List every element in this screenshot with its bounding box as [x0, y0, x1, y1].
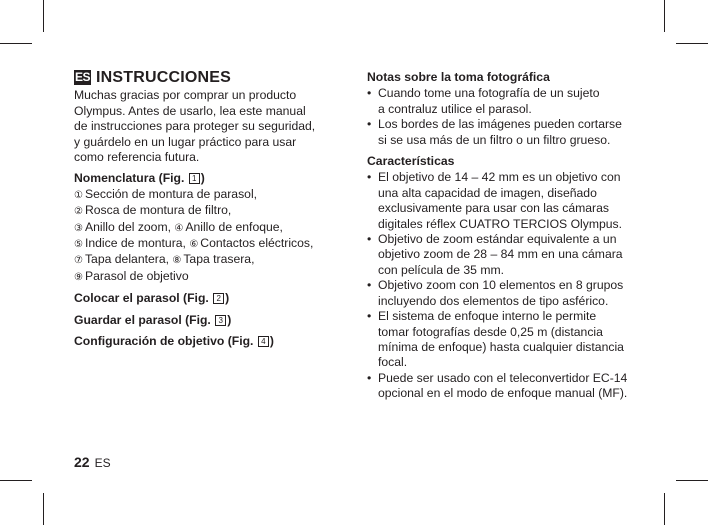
section-heading: Configuración de objetivo (Fig. 4 ): [74, 334, 274, 349]
intro-line: como referencia futura.: [74, 150, 200, 165]
crop-mark: [664, 0, 665, 32]
bullet-line: digitales réflex CUATRO TERCIOS Olympus.: [378, 216, 623, 231]
section-heading: Guardar el parasol (Fig. 3 ): [74, 312, 232, 327]
item-number: ⑥: [189, 239, 199, 251]
crop-mark: [676, 43, 708, 44]
crop-mark: [0, 43, 32, 44]
item-number: ⑧: [172, 255, 182, 267]
left-sections: [74, 291, 344, 349]
notes-heading: Notas sobre la toma fotográfica: [367, 70, 550, 84]
right-column: [367, 70, 647, 402]
intro-line: y guárdelo en un lugar práctico para usar: [74, 134, 297, 149]
nomenclature-item: [74, 203, 344, 219]
figure-number-box: 2: [213, 293, 224, 304]
figure-number-box: 1: [189, 173, 200, 184]
intro-line: de instrucciones para proteger su seguridad,: [74, 119, 316, 134]
page-language: ES: [94, 456, 111, 470]
bullet-line: exclusivamente para usar con las cámaras: [378, 201, 609, 216]
section-heading: Colocar el parasol (Fig. 2 ): [74, 291, 230, 306]
bullet-line: • El sistema de enfoque interno le permite: [378, 309, 597, 324]
features-item: [367, 278, 647, 309]
bullet-line: una alta capacidad de imagen, diseñado: [378, 185, 597, 200]
item-label: Anillo de enfoque,: [185, 219, 283, 234]
nomenclature-item: [74, 236, 344, 252]
features-list: [367, 170, 647, 401]
item-label: Parasol de objetivo: [84, 268, 189, 283]
bullet-line: si se usa más de un filtro o un filtro grueso.: [378, 132, 611, 147]
item-label: Tapa trasera,: [183, 252, 255, 267]
bullet-line: • Los bordes de las imágenes pueden cortarse: [378, 117, 622, 132]
notes-list: [367, 86, 647, 148]
nomenclature-item: [74, 269, 344, 285]
item-label: Contactos eléctricos,: [200, 236, 314, 251]
item-number: ⑨: [74, 271, 83, 283]
page-footer: [74, 454, 111, 470]
crop-mark: [0, 480, 32, 481]
item-number: ③: [74, 222, 83, 234]
nomenclature-list: [74, 187, 344, 285]
crop-mark: [43, 0, 44, 32]
bullet-line: tomar fotografías desde 0,25 m (distancia: [378, 324, 603, 339]
bullet-line: opcional en el modo de enfoque manual (MF).: [378, 386, 628, 401]
page-number: 22: [74, 454, 90, 470]
crop-mark: [676, 480, 708, 481]
features-item: [367, 232, 647, 278]
item-number: ⑦: [74, 255, 83, 267]
item-number: ②: [74, 206, 83, 218]
bullet-line: • Puede ser usado con el teleconvertidor EC-14: [378, 370, 628, 385]
bullet-line: • Objetivo de zoom estándar equivalente a un: [378, 232, 617, 247]
item-number: ⑤: [74, 239, 83, 251]
item-label: Indice de montura,: [84, 236, 190, 251]
bullet-line: a contraluz utilice el parasol.: [378, 101, 532, 116]
bullet-line: • Cuando tome una fotografía de un sujeto: [378, 86, 600, 101]
left-column: [74, 70, 344, 350]
intro-line: Olympus. Antes de usarlo, lea este manual: [74, 103, 306, 118]
bullet-line: objetivo zoom de 28 – 84 mm en una cámara: [378, 247, 623, 262]
page-title: INSTRUCCIONES: [96, 69, 232, 86]
intro-text: [74, 88, 344, 165]
nomenclature-heading: Nomenclatura (Fig. 1 ): [74, 171, 205, 186]
crop-mark: [43, 493, 44, 525]
bullet-line: • El objetivo de 14 – 42 mm es un objetivo con: [378, 170, 621, 185]
nomenclature-item: [74, 220, 344, 236]
item-label: Anillo del zoom,: [84, 219, 175, 234]
features-item: [367, 170, 647, 232]
item-label: Sección de montura de parasol,: [84, 186, 258, 201]
bullet-line: focal.: [378, 355, 408, 370]
item-label: Tapa delantera,: [84, 252, 173, 267]
notes-item: [367, 86, 647, 117]
intro-line: Muchas gracias por comprar un producto: [74, 88, 297, 103]
notes-item: [367, 117, 647, 148]
item-number: ①: [74, 189, 83, 201]
figure-number-box: 3: [215, 315, 226, 326]
language-badge: ES: [74, 70, 90, 84]
bullet-line: con película de 35 mm.: [378, 262, 505, 277]
features-item: [367, 309, 647, 371]
nomenclature-item: [74, 187, 344, 203]
features-item: [367, 371, 647, 402]
bullet-line: • Objetivo zoom con 10 elementos en 8 grupos: [378, 278, 624, 293]
crop-mark: [664, 493, 665, 525]
item-label: Rosca de montura de filtro,: [84, 203, 232, 218]
bullet-line: incluyendo dos elementos de tipo asférico.: [378, 293, 609, 308]
item-number: ④: [174, 222, 184, 234]
title-row: [74, 70, 344, 85]
nomenclature-item: [74, 252, 344, 268]
features-heading: Características: [367, 154, 455, 169]
bullet-line: mínima de enfoque) hasta cualquier distancia: [378, 339, 624, 354]
figure-number-box: 4: [258, 336, 269, 347]
